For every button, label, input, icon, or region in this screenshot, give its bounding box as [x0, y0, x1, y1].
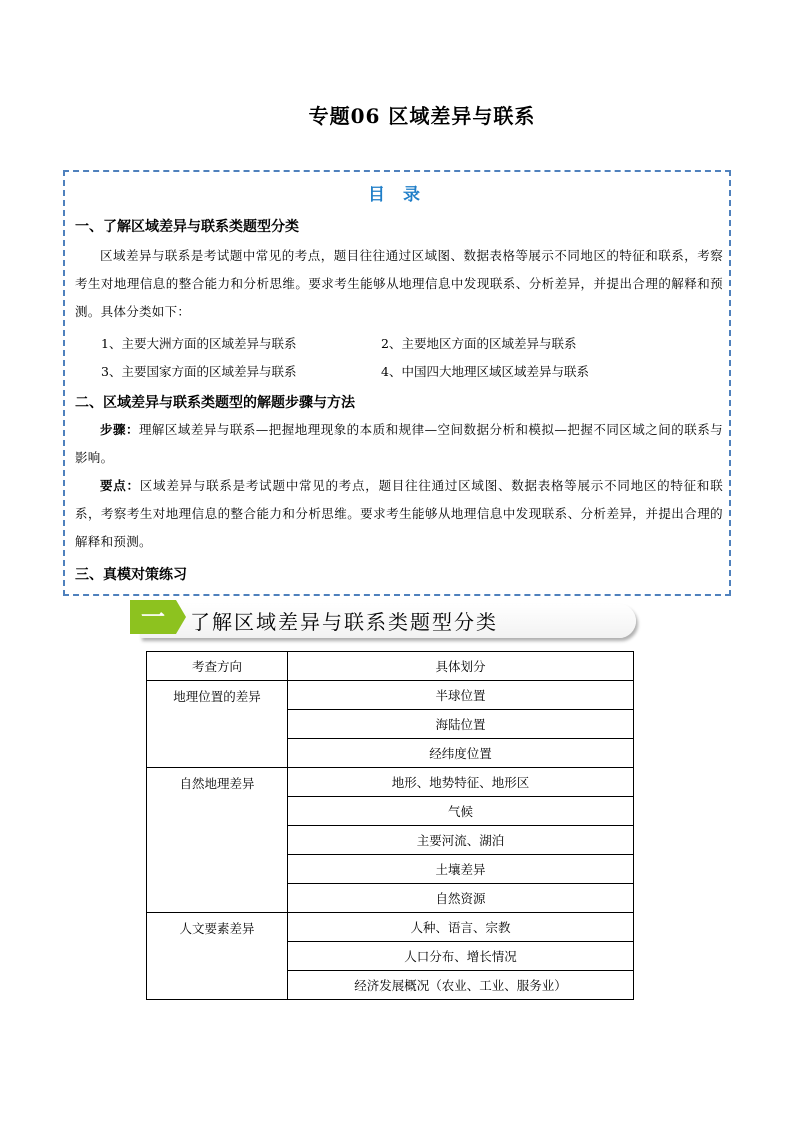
- banner-title: 了解区域差异与联系类题型分类: [190, 610, 498, 634]
- table-header-row: [147, 652, 634, 681]
- table-cell: 经济发展概况（农业、工业、服务业）: [288, 971, 634, 1000]
- section-banner: [130, 600, 636, 640]
- toc-paragraph-1: 区域差异与联系是考试题中常见的考点，题目往往通过区域图、数据表格等展示不同地区的特征和联系，考察考生对地理信息的整合能力和分析思维。要求考生能够从地理信息中发现联系、分析差异，并提出合理的解释和预测。具体分类如下：: [75, 248, 723, 319]
- toc-section-2: 二、区域差异与联系类题型的解题步骤与方法: [75, 395, 355, 411]
- table-row: [147, 768, 634, 797]
- toc-item-2: 2、主要地区方面的区域差异与联系: [381, 336, 577, 351]
- table-row: [147, 913, 634, 942]
- table-cell: 人口分布、增长情况: [288, 942, 634, 971]
- toc-box: [63, 170, 731, 596]
- table-header-division: 具体划分: [288, 652, 634, 681]
- page-title: 专题06 区域差异与联系: [308, 104, 536, 128]
- table-cell: 海陆位置: [288, 710, 634, 739]
- steps-text: 理解区域差异与联系—把握地理现象的本质和规律—空间数据分析和模拟—把握不同区域之间的联系与影响。: [75, 422, 723, 465]
- toc-section-1: 一、了解区域差异与联系类题型分类: [75, 219, 299, 235]
- table-cell: 地形、地势特征、地形区: [288, 768, 634, 797]
- table-row: [147, 681, 634, 710]
- table-cell: 土壤差异: [288, 855, 634, 884]
- classification-table: [146, 651, 634, 1000]
- table-cell: 自然资源: [288, 884, 634, 913]
- steps-label: 步骤：: [100, 422, 139, 437]
- toc-item-3: 3、主要国家方面的区域差异与联系: [101, 364, 297, 379]
- table-cell: 气候: [288, 797, 634, 826]
- table-header-direction: 考查方向: [147, 652, 288, 681]
- toc-heading: 目 录: [368, 185, 426, 205]
- table-cell: 人种、语言、宗教: [288, 913, 634, 942]
- toc-item-1: 1、主要大洲方面的区域差异与联系: [101, 336, 297, 351]
- table-category: 自然地理差异: [147, 768, 288, 913]
- points-text: 区域差异与联系是考试题中常见的考点，题目往往通过区域图、数据表格等展示不同地区的特征和联系，考察考生对地理信息的整合能力和分析思维。要求考生能够从地理信息中发现联系、分析差异，并提出合理的解释和预测。: [75, 478, 723, 549]
- points-label: 要点：: [100, 478, 140, 493]
- banner-number: 一: [130, 600, 176, 634]
- table-cell: 主要河流、湖泊: [288, 826, 634, 855]
- toc-points: [75, 472, 723, 556]
- toc-section-3: 三、真模对策练习: [75, 567, 187, 583]
- table-category: 地理位置的差异: [147, 681, 288, 768]
- table-category: 人文要素差异: [147, 913, 288, 1000]
- toc-steps: [75, 416, 723, 472]
- table-cell: 经纬度位置: [288, 739, 634, 768]
- table-cell: 半球位置: [288, 681, 634, 710]
- toc-item-4: 4、中国四大地理区域区域差异与联系: [381, 364, 589, 379]
